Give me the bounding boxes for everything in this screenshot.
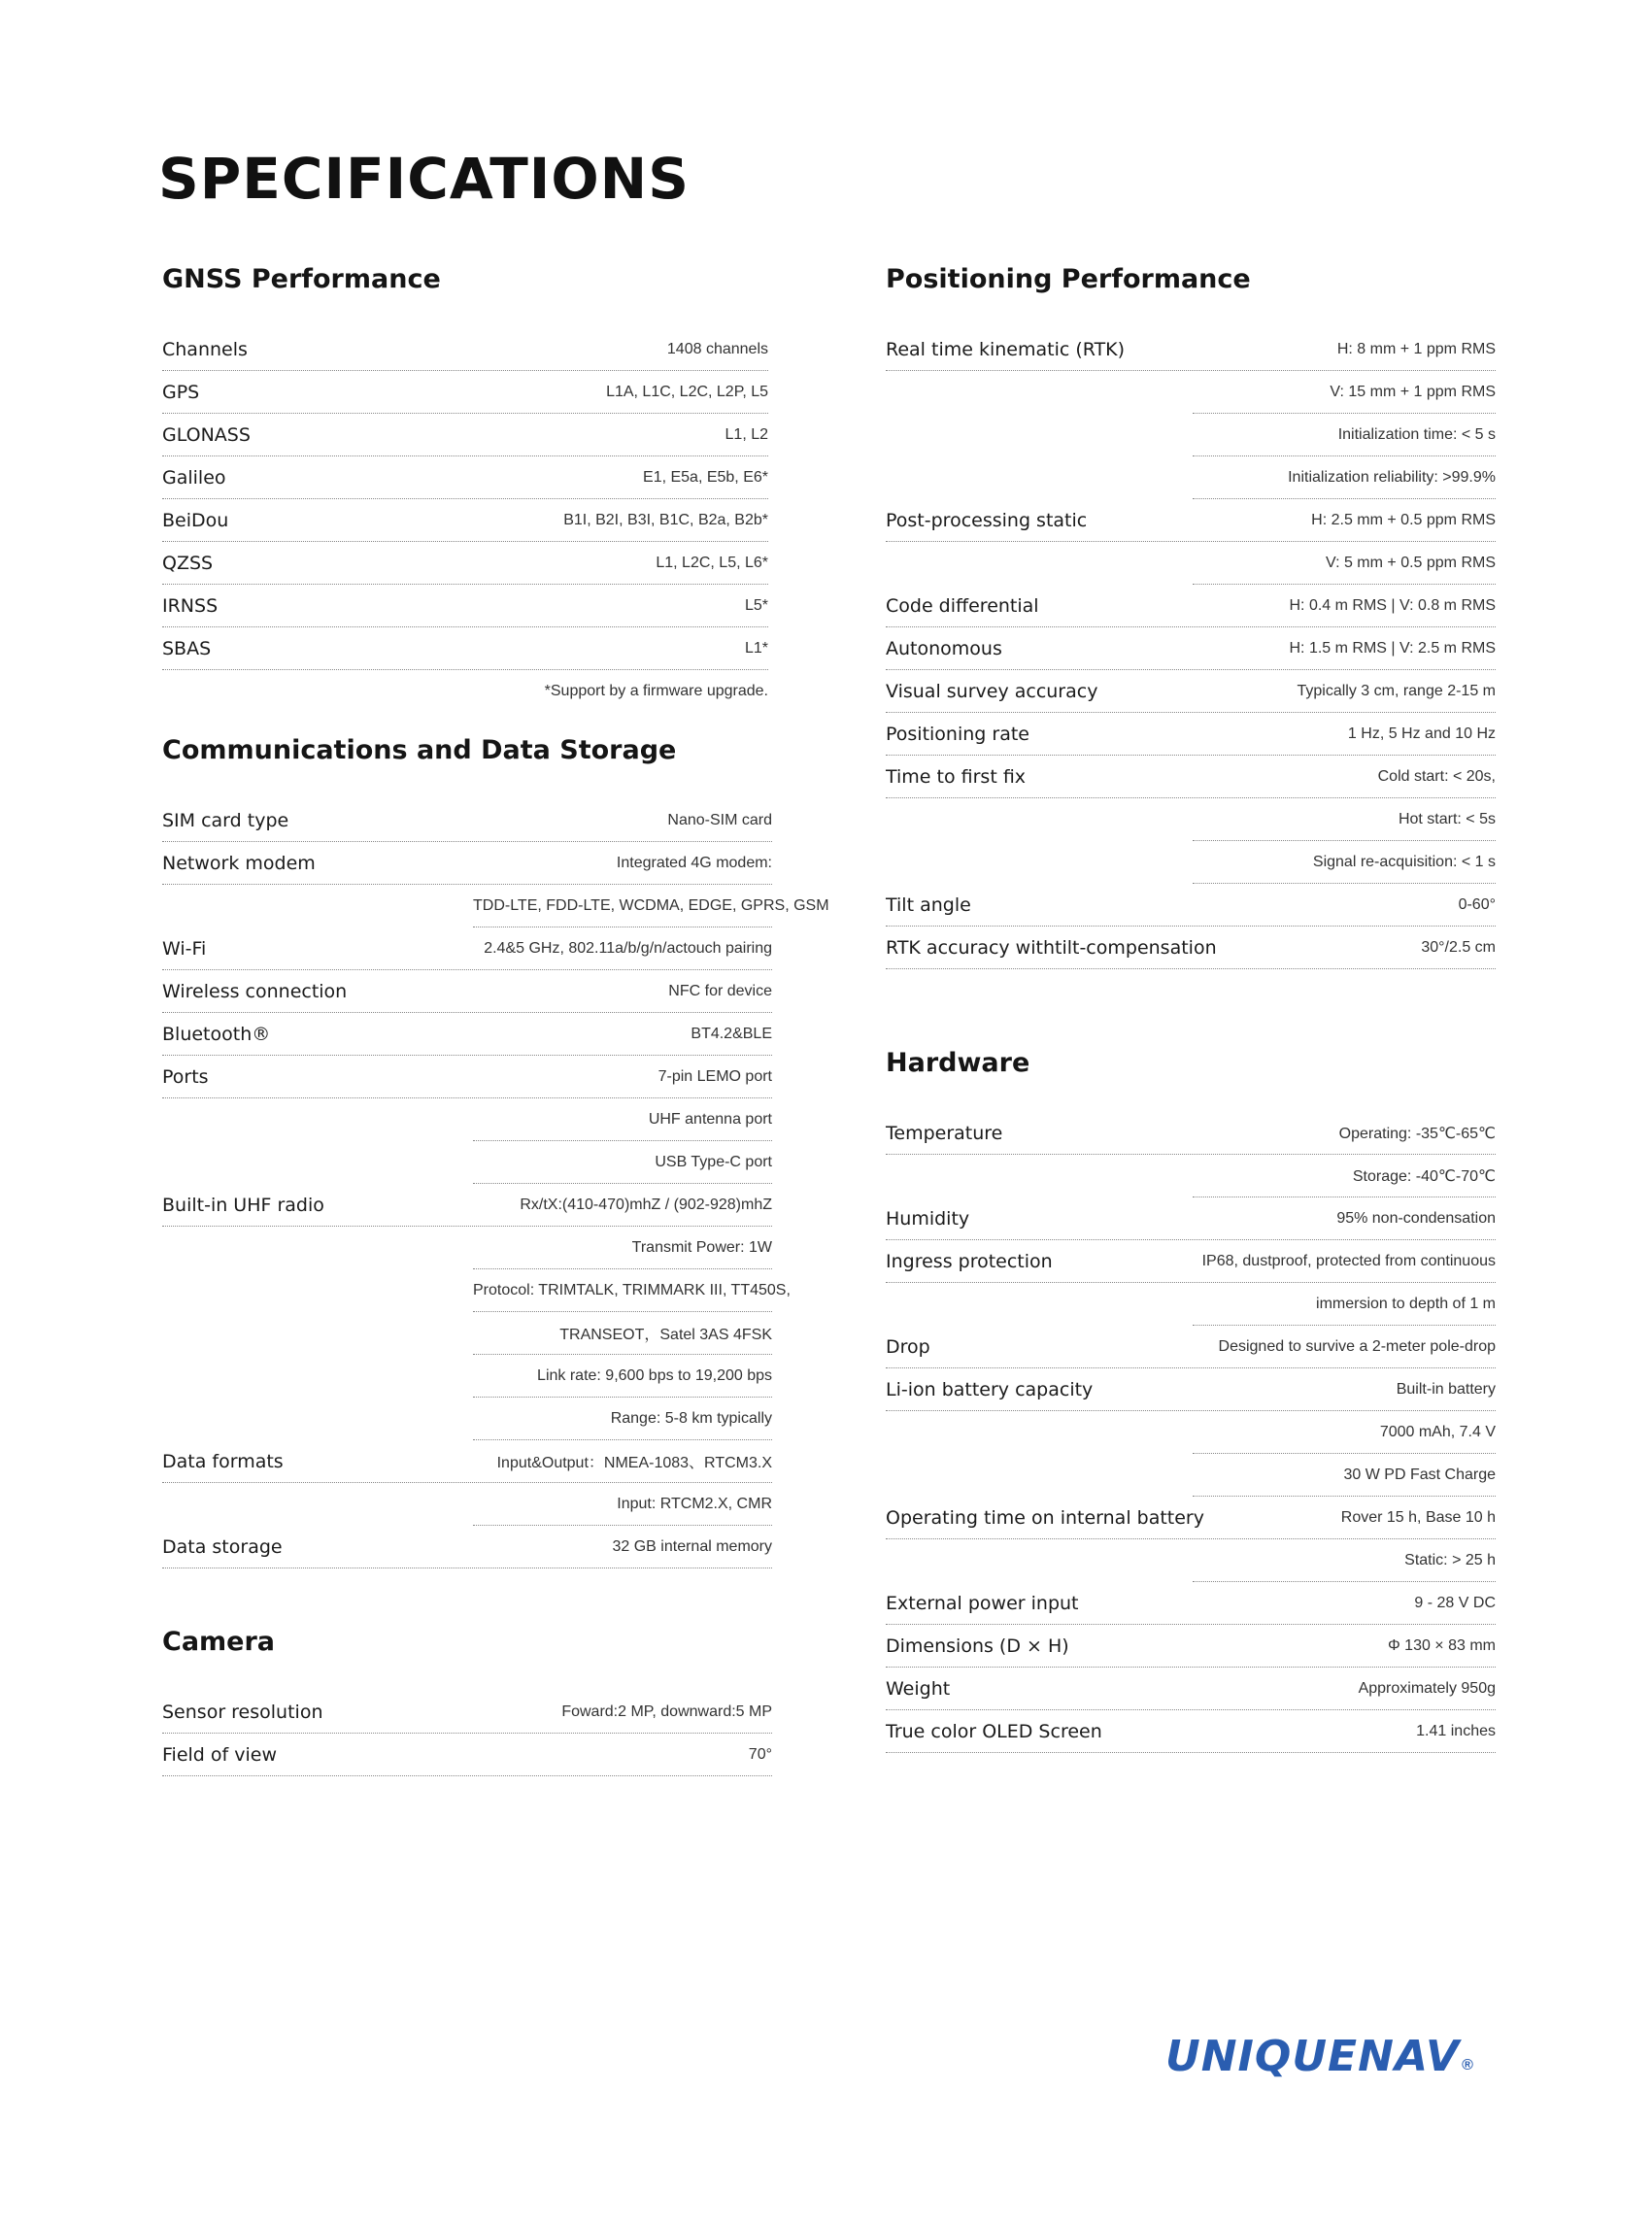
spec-value: E1, E5a, E5b, E6* (643, 468, 768, 486)
spec-value: immersion to depth of 1 m (1316, 1295, 1496, 1312)
spec-row-continuation (1193, 841, 1496, 884)
spec-label: External power input (886, 1592, 1079, 1614)
spec-value: TRANSEOT，Satel 3AS 4FSK (559, 1327, 772, 1343)
spec-value: 70° (748, 1745, 772, 1763)
spec-row-temperature (886, 1112, 1496, 1155)
spec-label: Positioning rate (886, 723, 1029, 745)
spec-value: H: 2.5 mm + 0.5 ppm RMS (1311, 511, 1496, 528)
hardware-section (886, 1044, 1496, 1753)
spec-row-continuation (473, 1227, 772, 1269)
spec-row-continuation (473, 1355, 772, 1398)
spec-value: Signal re-acquisition: < 1 s (1312, 853, 1496, 870)
spec-label: Post-processing static (886, 509, 1088, 531)
spec-value: 1408 channels (666, 340, 768, 357)
spec-row-autonomous (886, 627, 1496, 670)
spec-row-continuation (1193, 456, 1496, 499)
spec-label: Weight (886, 1677, 951, 1700)
spec-row-built-in-uhf-radio (162, 1184, 772, 1227)
spec-row-ingress-protection (886, 1240, 1496, 1283)
spec-value: 1.41 inches (1416, 1722, 1496, 1739)
spec-label: IRNSS (162, 594, 219, 617)
spec-row-glonass (162, 414, 768, 456)
spec-value: Φ 130 × 83 mm (1387, 1636, 1496, 1654)
spec-label: Ingress protection (886, 1250, 1053, 1272)
spec-row-bluetooth (162, 1013, 772, 1056)
spec-row-field-of-view (162, 1734, 772, 1776)
spec-label: Wireless connection (162, 980, 348, 1002)
spec-label: Bluetooth® (162, 1023, 271, 1045)
gnss-section (162, 260, 768, 713)
spec-value: Transmit Power: 1W (631, 1238, 772, 1256)
spec-row-humidity (886, 1197, 1496, 1240)
spec-row-visual-survey-accuracy (886, 670, 1496, 713)
spec-row-data-formats (162, 1440, 772, 1483)
spec-value: Rx/tX:(410-470)mhZ / (902-928)mhZ (520, 1196, 772, 1213)
spec-label: Wi-Fi (162, 937, 207, 960)
spec-row-weight (886, 1668, 1496, 1710)
spec-row-drop (886, 1326, 1496, 1368)
spec-label: Autonomous (886, 637, 1002, 659)
spec-row-wireless-connection (162, 970, 772, 1013)
section-title-positioning: Positioning Performance (886, 264, 1251, 294)
spec-value: 1 Hz, 5 Hz and 10 Hz (1347, 725, 1496, 742)
spec-value: Input&Output：NMEA-1083、RTCM3.X (496, 1455, 772, 1471)
spec-value: Designed to survive a 2-meter pole-drop (1218, 1337, 1496, 1355)
spec-label: Network modem (162, 852, 316, 874)
spec-value: Hot start: < 5s (1398, 810, 1496, 827)
spec-label: Built-in UHF radio (162, 1194, 324, 1216)
spec-label: Field of view (162, 1743, 277, 1766)
spec-value: 32 GB internal memory (612, 1537, 772, 1555)
spec-value: Integrated 4G modem: (616, 854, 772, 871)
spec-label: RTK accuracy withtilt-compensation (886, 936, 1217, 959)
spec-value: 0-60° (1458, 895, 1496, 913)
spec-row-continuation (1193, 542, 1496, 585)
spec-row-continuation (473, 1098, 772, 1141)
spec-row-beidou (162, 499, 768, 542)
spec-label: Real time kinematic (RTK) (886, 338, 1126, 360)
spec-row-post-processing-static (886, 499, 1496, 542)
comms-section (162, 731, 829, 1568)
spec-row-galileo (162, 456, 768, 499)
section-title-gnss: GNSS Performance (162, 264, 441, 294)
spec-value: 2.4&5 GHz, 802.11a/b/g/n/actouch pairing (484, 939, 772, 957)
spec-value: NFC for device (668, 982, 772, 999)
spec-value: H: 1.5 m RMS | V: 2.5 m RMS (1289, 639, 1496, 657)
spec-label: True color OLED Screen (886, 1720, 1102, 1742)
spec-value: USB Type-C port (655, 1153, 772, 1170)
spec-label: Time to first fix (886, 765, 1027, 788)
spec-row-true-color-oled-screen (886, 1710, 1496, 1753)
spec-row-sensor-resolution (162, 1691, 772, 1734)
spec-row-positioning-rate (886, 713, 1496, 756)
spec-value: Typically 3 cm, range 2-15 m (1297, 682, 1496, 699)
spec-row-channels (162, 328, 768, 371)
spec-value: Protocol: TRIMTALK, TRIMMARK III, TT450S, (473, 1281, 791, 1298)
section-title-hardware: Hardware (886, 1048, 1030, 1078)
spec-label: Galileo (162, 466, 226, 489)
spec-row-data-storage (162, 1526, 772, 1568)
spec-value: H: 8 mm + 1 ppm RMS (1336, 340, 1496, 357)
spec-row-continuation (473, 1312, 772, 1355)
spec-value: Rover 15 h, Base 10 h (1340, 1508, 1496, 1526)
spec-value: 30°/2.5 cm (1421, 938, 1496, 956)
spec-label: QZSS (162, 552, 214, 574)
spec-value: Built-in battery (1396, 1380, 1496, 1398)
spec-label: Dimensions (D × H) (886, 1635, 1069, 1657)
spec-value: Initialization time: < 5 s (1337, 425, 1496, 443)
spec-value: 30 W PD Fast Charge (1343, 1466, 1496, 1483)
positioning-section (886, 260, 1496, 969)
spec-value: Operating: -35℃-65℃ (1338, 1125, 1496, 1142)
spec-value: Storage: -40℃-70℃ (1352, 1167, 1496, 1185)
spec-value: Cold start: < 20s, (1377, 767, 1496, 785)
spec-label: Code differential (886, 594, 1039, 617)
spec-row-continuation (473, 1269, 791, 1312)
spec-value: L1, L2C, L5, L6* (656, 554, 768, 571)
spec-label: Tilt angle (886, 893, 971, 916)
spec-value: TDD-LTE, FDD-LTE, WCDMA, EDGE, GPRS, GSM (473, 896, 829, 914)
section-title-camera: Camera (162, 1627, 276, 1657)
spec-row-network-modem (162, 842, 772, 885)
spec-value: Approximately 950g (1358, 1679, 1496, 1697)
firmware-footnote: *Support by a firmware upgrade. (544, 683, 768, 699)
spec-label: BeiDou (162, 509, 229, 531)
spec-value: H: 0.4 m RMS | V: 0.8 m RMS (1289, 596, 1496, 614)
spec-label: Temperature (886, 1122, 1003, 1144)
spec-label: Drop (886, 1335, 930, 1358)
spec-row-tilt-angle (886, 884, 1496, 927)
spec-label: Data formats (162, 1450, 284, 1472)
spec-value: 7000 mAh, 7.4 V (1379, 1423, 1496, 1440)
spec-value: V: 15 mm + 1 ppm RMS (1330, 383, 1496, 400)
logo-wordmark: UNIQUENAV (1165, 2032, 1461, 2081)
spec-row-continuation (1193, 1539, 1496, 1582)
spec-row-continuation (1193, 1454, 1496, 1497)
spec-row-ports (162, 1056, 772, 1098)
spec-value: L5* (744, 596, 768, 614)
spec-row-li-ion-battery-capacity (886, 1368, 1496, 1411)
spec-value: 9 - 28 V DC (1414, 1594, 1496, 1611)
spec-value: IP68, dustproof, protected from continuous (1201, 1252, 1496, 1269)
spec-label: Li-ion battery capacity (886, 1378, 1094, 1400)
spec-row-wi-fi (162, 927, 772, 970)
spec-row-sim-card-type (162, 799, 772, 842)
spec-label: Channels (162, 338, 248, 360)
uniquenav-logo (1165, 2032, 1496, 2090)
spec-row-operating-time-on-internal-battery (886, 1497, 1496, 1539)
spec-value: UHF antenna port (648, 1110, 772, 1128)
spec-label: Operating time on internal battery (886, 1506, 1204, 1529)
spec-label: SBAS (162, 637, 212, 659)
spec-row-code-differential (886, 585, 1496, 627)
spec-label: Data storage (162, 1535, 283, 1558)
spec-value: Initialization reliability: >99.9% (1288, 468, 1496, 486)
spec-row-gps (162, 371, 768, 414)
spec-label: Visual survey accuracy (886, 680, 1098, 702)
spec-value: Nano-SIM card (667, 811, 772, 828)
spec-value: Link rate: 9,600 bps to 19,200 bps (537, 1366, 772, 1384)
spec-row-continuation (1193, 371, 1496, 414)
spec-row-continuation (1193, 1283, 1496, 1326)
spec-label: GLONASS (162, 423, 251, 446)
spec-row-continuation (473, 1141, 772, 1184)
spec-label: SIM card type (162, 809, 289, 831)
spec-row-real-time-kinematic-rtk (886, 328, 1496, 371)
spec-value: 95% non-condensation (1336, 1209, 1496, 1227)
spec-row-continuation (1193, 1155, 1496, 1197)
spec-row-dimensions-d-h (886, 1625, 1496, 1668)
spec-label: GPS (162, 381, 200, 403)
spec-row-continuation (1193, 1411, 1496, 1454)
spec-value: 7-pin LEMO port (657, 1067, 772, 1085)
spec-row-sbas (162, 627, 768, 670)
spec-row-qzss (162, 542, 768, 585)
spec-value: B1I, B2I, B3I, B1C, B2a, B2b* (563, 511, 768, 528)
spec-value: V: 5 mm + 0.5 ppm RMS (1325, 554, 1496, 571)
spec-row-continuation (1193, 414, 1496, 456)
spec-value: Foward:2 MP, downward:5 MP (561, 1702, 772, 1720)
section-title-comms: Communications and Data Storage (162, 735, 677, 765)
spec-label: Sensor resolution (162, 1701, 323, 1723)
spec-row-time-to-first-fix (886, 756, 1496, 798)
spec-row-continuation (473, 885, 829, 927)
spec-value: L1* (744, 639, 768, 657)
registered-mark: ® (1462, 2057, 1473, 2073)
spec-row-external-power-input (886, 1582, 1496, 1625)
spec-value: Input: RTCM2.X, CMR (617, 1495, 772, 1512)
spec-row-continuation (1193, 798, 1496, 841)
spec-row-continuation (473, 1483, 772, 1526)
spec-label: Ports (162, 1065, 209, 1088)
spec-value: L1, L2 (725, 425, 768, 443)
spec-row-irnss (162, 585, 768, 627)
spec-value: L1A, L1C, L2C, L2P, L5 (606, 383, 768, 400)
spec-value: BT4.2&BLE (691, 1025, 772, 1042)
spec-label: Humidity (886, 1207, 970, 1230)
spec-value: Static: > 25 h (1404, 1551, 1496, 1568)
spec-row-rtk-accuracy-withtilt-compensation (886, 927, 1496, 969)
spec-value: Range: 5-8 km typically (610, 1409, 772, 1427)
spec-row-continuation (473, 1398, 772, 1440)
camera-section (162, 1623, 772, 1776)
page-title: SPECIFICATIONS (158, 146, 690, 212)
